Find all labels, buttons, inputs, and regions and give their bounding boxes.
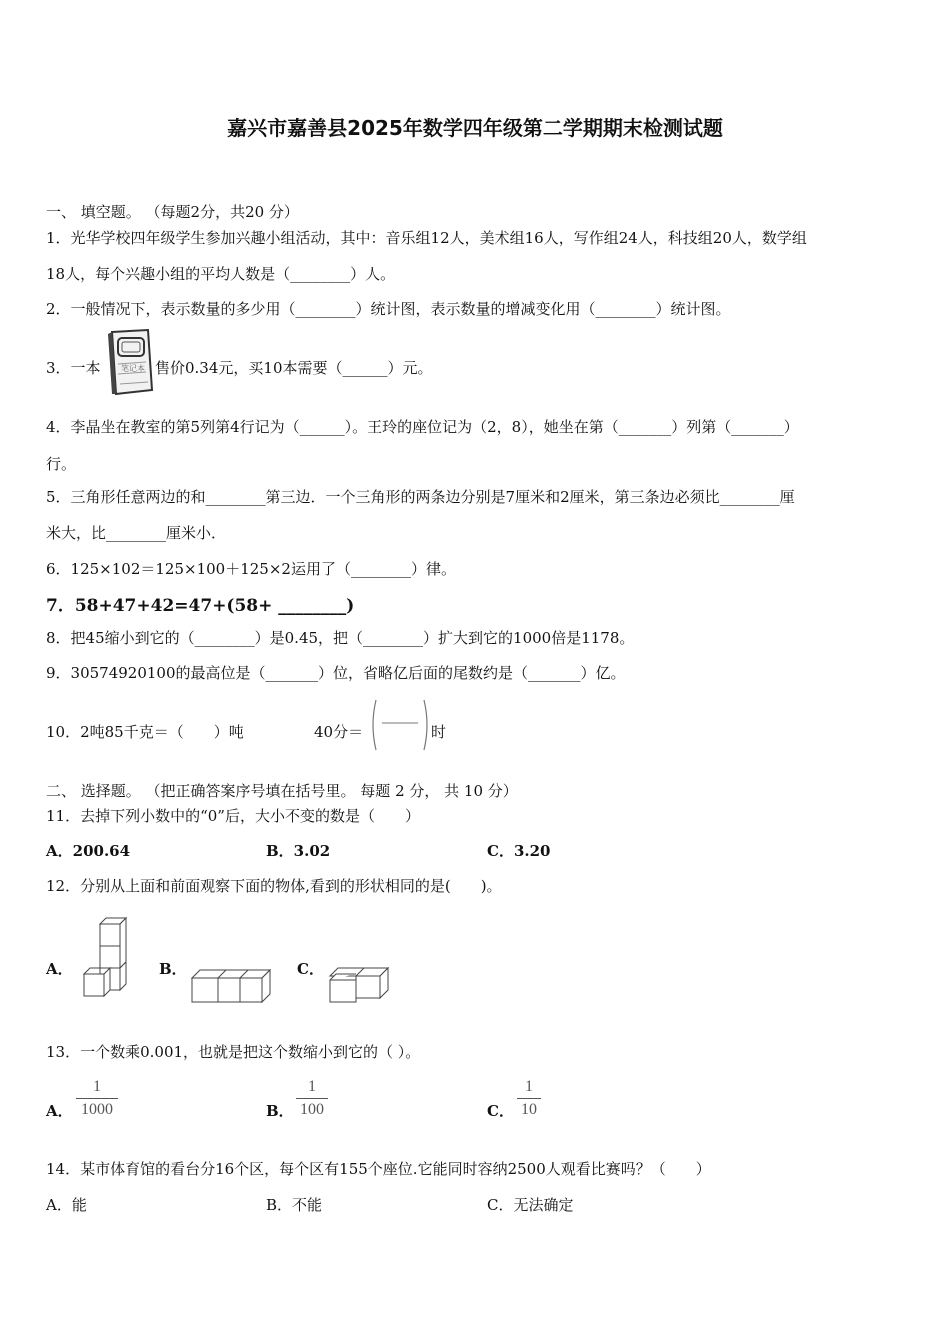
question-14-option-b[interactable]: B．不能 (266, 1196, 323, 1214)
question-5-line-1: 5．三角形任意两边的和________第三边．一个三角形的两条边分别是7厘米和2厘米，第三条边必须比________厘 (46, 488, 795, 506)
question-14: 14．某市体育馆的看台分16个区，每个区有155个座位.它能同时容纳2500人观看比赛吗？（ ） (46, 1160, 711, 1178)
question-10-part-1: 10．2吨85千克＝（ ）吨 (46, 723, 244, 741)
question-14-option-c[interactable]: C．无法确定 (487, 1196, 574, 1214)
question-3-suffix: 售价0.34元，买10本需要（______）元。 (155, 359, 433, 377)
question-11: 11．去掉下列小数中的“0”后，大小不变的数是（ ） (46, 807, 420, 825)
fraction-denominator: 10 (521, 1101, 537, 1118)
question-7: 7．58+47+42=47+(58+ ________) (46, 596, 355, 616)
question-13-option-c-fraction[interactable] (517, 1077, 541, 1120)
fraction-bar (76, 1098, 118, 1099)
question-13-option-a-letter[interactable]: A． (46, 1102, 73, 1120)
question-4-line-2: 行。 (46, 455, 77, 473)
question-8: 8．把45缩小到它的（________）是0.45，把（________）扩大到它的1000倍是1178。 (46, 629, 635, 647)
question-13-option-c-letter[interactable]: C． (487, 1102, 514, 1120)
question-13-option-a-fraction[interactable] (76, 1077, 118, 1120)
question-6: 6．125×102＝125×100＋125×2运用了（________）律。 (46, 560, 456, 578)
section-2-heading: 二、 选择题。 （把正确答案序号填在括号里。 每题 2 分， 共 10 分） (46, 782, 518, 800)
question-11-option-c[interactable]: C．3.20 (487, 842, 551, 860)
cube-figure-b (190, 964, 274, 1006)
question-13: 13．一个数乘0.001，也就是把这个数缩小到它的（ ）。 (46, 1043, 421, 1061)
cube-figure-a (80, 918, 132, 1008)
fraction-numerator: 1 (308, 1078, 316, 1095)
question-5-line-2: 米大，比________厘米小． (46, 524, 227, 542)
question-13-option-b-fraction[interactable] (296, 1077, 328, 1120)
question-10-part-3: 时 (431, 723, 447, 741)
page-title: 嘉兴市嘉善县2025年数学四年级第二学期期末检测试题 (227, 116, 723, 140)
question-2: 2．一般情况下，表示数量的多少用（________）统计图，表示数量的增减变化用（________）统计图。 (46, 300, 731, 318)
question-3-prefix: 3．一本 (46, 359, 101, 377)
question-12-option-a[interactable]: A． (46, 960, 73, 978)
fraction-bar (517, 1098, 541, 1099)
notebook-cover-label: 笔记本 (121, 364, 145, 373)
fraction-denominator: 100 (300, 1101, 324, 1118)
notebook-image (104, 328, 156, 396)
question-12-option-c[interactable]: C． (297, 960, 324, 978)
fraction-denominator: 1000 (81, 1101, 113, 1118)
question-14-option-a[interactable]: A．能 (46, 1196, 87, 1214)
fraction-bar (296, 1098, 328, 1099)
question-4-line-1: 4．李晶坐在教室的第5列第4行记为（______）。王玲的座位记为（2，8），她坐在第（_______）列第（_______） (46, 418, 799, 436)
question-11-option-a[interactable]: A．200.64 (46, 842, 131, 860)
question-1-line-1: 1．光华学校四年级学生参加兴趣小组活动，其中：音乐组12人，美术组16人，写作组24人，科技组20人，数学组 (46, 229, 807, 247)
question-12: 12．分别从上面和前面观察下面的物体,看到的形状相同的是( )。 (46, 877, 502, 895)
question-10-part-2: 40分＝ (314, 723, 364, 741)
question-12-option-b[interactable]: B． (159, 960, 187, 978)
fraction-blank (370, 698, 430, 752)
section-1-heading: 一、 填空题。 （每题2分，共20 分） (46, 203, 299, 221)
fraction-numerator: 1 (93, 1078, 101, 1095)
question-1-line-2: 18人，每个兴趣小组的平均人数是（________）人。 (46, 265, 396, 283)
question-9: 9．30574920100的最高位是（_______）位，省略亿后面的尾数约是（_______）亿。 (46, 664, 626, 682)
question-13-option-b-letter[interactable]: B． (266, 1102, 294, 1120)
cube-figure-c (328, 962, 392, 1004)
fraction-numerator: 1 (525, 1078, 533, 1095)
question-11-option-b[interactable]: B．3.02 (266, 842, 331, 860)
